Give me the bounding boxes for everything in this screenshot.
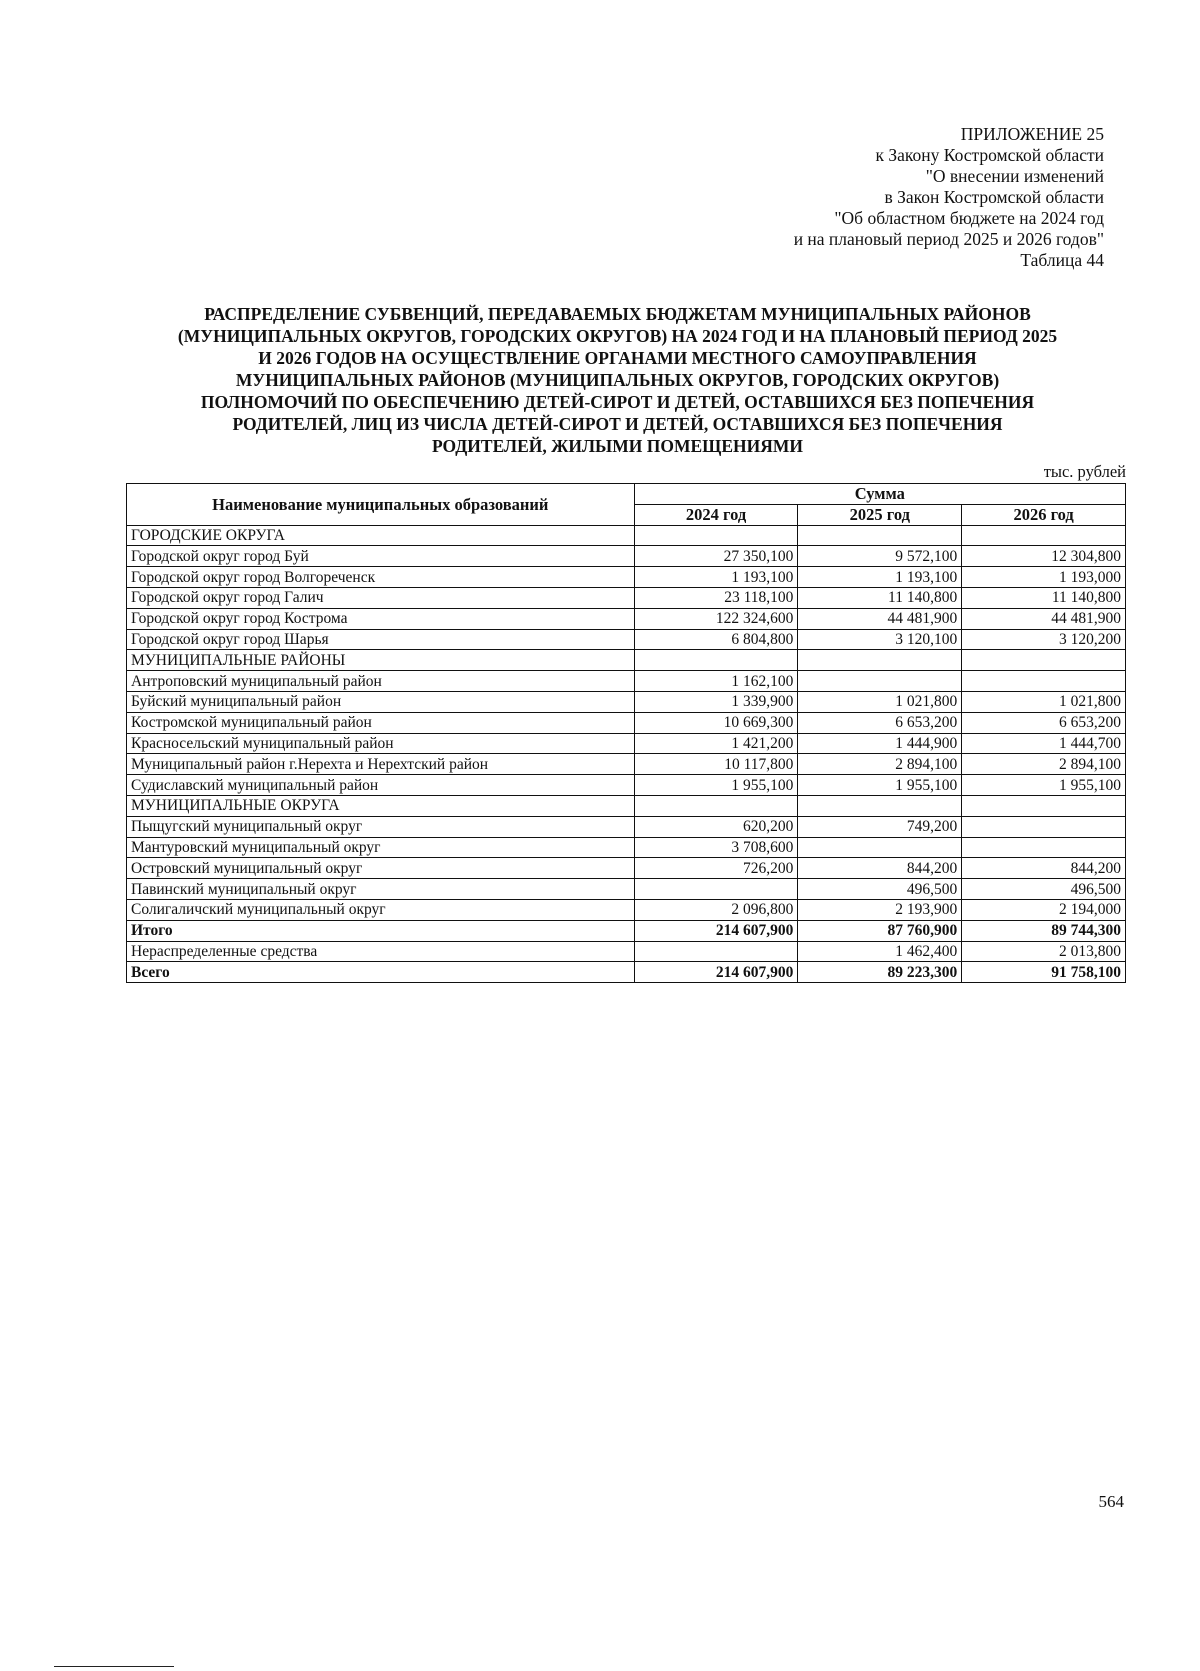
table-row	[127, 671, 1126, 692]
value-cell-2026: 844,200	[962, 858, 1126, 879]
document-title	[110, 303, 1125, 457]
value-cell-2025	[798, 671, 962, 692]
title-line: И 2026 ГОДОВ НА ОСУЩЕСТВЛЕНИЕ ОРГАНАМИ МЕСТНОГО САМОУПРАВЛЕНИЯ	[258, 348, 977, 368]
row-name-cell: Городской округ город Буй	[127, 546, 635, 567]
value-cell-2025: 496,500	[798, 879, 962, 900]
value-cell-2024	[634, 525, 798, 546]
table-row	[127, 775, 1126, 796]
title-line: РОДИТЕЛЕЙ, ЛИЦ ИЗ ЧИСЛА ДЕТЕЙ-СИРОТ И ДЕТЕЙ, ОСТАВШИХСЯ БЕЗ ПОПЕЧЕНИЯ	[232, 414, 1003, 434]
title-line: РАСПРЕДЕЛЕНИЕ СУБВЕНЦИЙ, ПЕРЕДАВАЕМЫХ БЮДЖЕТАМ МУНИЦИПАЛЬНЫХ РАЙОНОВ	[204, 304, 1031, 324]
table-row	[127, 567, 1126, 588]
value-cell-2026	[962, 816, 1126, 837]
value-cell-2025: 1 021,800	[798, 691, 962, 712]
value-cell-2026: 1 193,000	[962, 567, 1126, 588]
value-cell-2026: 12 304,800	[962, 546, 1126, 567]
value-cell-2024	[634, 941, 798, 962]
value-cell-2024	[634, 650, 798, 671]
column-header-2024: 2024 год	[634, 504, 798, 525]
value-cell-2024: 1 339,900	[634, 691, 798, 712]
table-row	[127, 941, 1126, 962]
table-row	[127, 816, 1126, 837]
row-name-cell: Городской округ город Галич	[127, 587, 635, 608]
value-cell-2026: 1 021,800	[962, 691, 1126, 712]
value-cell-2024: 1 162,100	[634, 671, 798, 692]
table-row	[127, 546, 1126, 567]
row-name-cell: Итого	[127, 920, 635, 941]
units-label: тыс. рублей	[1043, 462, 1126, 481]
value-cell-2024: 214 607,900	[634, 920, 798, 941]
value-cell-2026: 44 481,900	[962, 608, 1126, 629]
title-line: МУНИЦИПАЛЬНЫХ РАЙОНОВ (МУНИЦИПАЛЬНЫХ ОКРУГОВ, ГОРОДСКИХ ОКРУГОВ)	[235, 370, 1000, 390]
value-cell-2024	[634, 795, 798, 816]
appendix-header	[794, 124, 1104, 271]
value-cell-2024: 1 955,100	[634, 775, 798, 796]
row-name-cell: ГОРОДСКИЕ ОКРУГА	[127, 525, 635, 546]
value-cell-2025: 9 572,100	[798, 546, 962, 567]
value-cell-2025	[798, 795, 962, 816]
table-row	[127, 754, 1126, 775]
value-cell-2025: 3 120,100	[798, 629, 962, 650]
appendix-line: "Об областном бюджете на 2024 год	[834, 208, 1104, 228]
value-cell-2026: 6 653,200	[962, 712, 1126, 733]
row-name-cell: Городской округ город Шарья	[127, 629, 635, 650]
table-row	[127, 712, 1126, 733]
value-cell-2024: 27 350,100	[634, 546, 798, 567]
table-row	[127, 733, 1126, 754]
value-cell-2026	[962, 650, 1126, 671]
value-cell-2025: 2 193,900	[798, 899, 962, 920]
value-cell-2026: 91 758,100	[962, 962, 1126, 983]
value-cell-2025	[798, 650, 962, 671]
column-header-sum: Сумма	[634, 484, 1125, 505]
value-cell-2026	[962, 525, 1126, 546]
column-header-2026: 2026 год	[962, 504, 1126, 525]
row-name-cell: МУНИЦИПАЛЬНЫЕ РАЙОНЫ	[127, 650, 635, 671]
title-line: РОДИТЕЛЕЙ, ЖИЛЫМИ ПОМЕЩЕНИЯМИ	[431, 436, 804, 456]
value-cell-2026: 2 013,800	[962, 941, 1126, 962]
value-cell-2025: 11 140,800	[798, 587, 962, 608]
value-cell-2024: 1 421,200	[634, 733, 798, 754]
value-cell-2025: 1 462,400	[798, 941, 962, 962]
appendix-line: и на плановый период 2025 и 2026 годов"	[793, 229, 1104, 249]
footnote-rule	[54, 1666, 174, 1667]
row-name-cell: Городской округ город Кострома	[127, 608, 635, 629]
appendix-line: ПРИЛОЖЕНИЕ 25	[960, 124, 1104, 144]
row-name-cell: Всего	[127, 962, 635, 983]
row-name-cell: Городской округ город Волгореченск	[127, 567, 635, 588]
table-row	[127, 650, 1126, 671]
row-name-cell: Нераспределенные средства	[127, 941, 635, 962]
value-cell-2025: 89 223,300	[798, 962, 962, 983]
row-name-cell: Буйский муниципальный район	[127, 691, 635, 712]
value-cell-2026: 496,500	[962, 879, 1126, 900]
row-name-cell: Антроповский муниципальный район	[127, 671, 635, 692]
column-header-name: Наименование муниципальных образований	[127, 484, 635, 526]
row-name-cell: Мантуровский муниципальный округ	[127, 837, 635, 858]
appendix-line: к Закону Костромской области	[875, 145, 1104, 165]
value-cell-2024: 23 118,100	[634, 587, 798, 608]
value-cell-2025: 1 193,100	[798, 567, 962, 588]
value-cell-2025: 2 894,100	[798, 754, 962, 775]
value-cell-2026: 1 444,700	[962, 733, 1126, 754]
value-cell-2026	[962, 795, 1126, 816]
value-cell-2026: 11 140,800	[962, 587, 1126, 608]
value-cell-2026: 89 744,300	[962, 920, 1126, 941]
value-cell-2024: 3 708,600	[634, 837, 798, 858]
table-row	[127, 795, 1126, 816]
table-row	[127, 608, 1126, 629]
appendix-line: Таблица 44	[1020, 250, 1104, 270]
row-name-cell: МУНИЦИПАЛЬНЫЕ ОКРУГА	[127, 795, 635, 816]
table-row	[127, 587, 1126, 608]
value-cell-2024: 2 096,800	[634, 899, 798, 920]
title-line: (МУНИЦИПАЛЬНЫХ ОКРУГОВ, ГОРОДСКИХ ОКРУГОВ) НА 2024 ГОД И НА ПЛАНОВЫЙ ПЕРИОД 2025	[177, 326, 1058, 346]
row-name-cell: Судиславский муниципальный район	[127, 775, 635, 796]
page-number: 564	[1098, 1492, 1124, 1511]
table-row	[127, 858, 1126, 879]
value-cell-2026: 2 894,100	[962, 754, 1126, 775]
row-name-cell: Солигаличский муниципальный округ	[127, 899, 635, 920]
table-row	[127, 920, 1126, 941]
appendix-line: в Закон Костромской области	[884, 187, 1104, 207]
row-name-cell: Островский муниципальный округ	[127, 858, 635, 879]
value-cell-2026: 3 120,200	[962, 629, 1126, 650]
table-row	[127, 962, 1126, 983]
row-name-cell: Красносельский муниципальный район	[127, 733, 635, 754]
subventions-table	[126, 483, 1126, 983]
table-row	[127, 691, 1126, 712]
title-line: ПОЛНОМОЧИЙ ПО ОБЕСПЕЧЕНИЮ ДЕТЕЙ-СИРОТ И ДЕТЕЙ, ОСТАВШИХСЯ БЕЗ ПОПЕЧЕНИЯ	[200, 392, 1035, 412]
value-cell-2024: 214 607,900	[634, 962, 798, 983]
value-cell-2024: 620,200	[634, 816, 798, 837]
value-cell-2025: 44 481,900	[798, 608, 962, 629]
value-cell-2025	[798, 837, 962, 858]
table-row	[127, 899, 1126, 920]
value-cell-2025: 6 653,200	[798, 712, 962, 733]
row-name-cell: Пыщугский муниципальный округ	[127, 816, 635, 837]
value-cell-2024: 10 117,800	[634, 754, 798, 775]
table-row	[127, 525, 1126, 546]
value-cell-2024: 122 324,600	[634, 608, 798, 629]
value-cell-2026	[962, 671, 1126, 692]
value-cell-2025	[798, 525, 962, 546]
appendix-line: "О внесении изменений	[925, 166, 1104, 186]
value-cell-2024: 1 193,100	[634, 567, 798, 588]
row-name-cell: Костромской муниципальный район	[127, 712, 635, 733]
value-cell-2025: 1 444,900	[798, 733, 962, 754]
value-cell-2025: 1 955,100	[798, 775, 962, 796]
value-cell-2025: 87 760,900	[798, 920, 962, 941]
table-row	[127, 879, 1126, 900]
row-name-cell: Муниципальный район г.Нерехта и Нерехтский район	[127, 754, 635, 775]
table-row	[127, 629, 1126, 650]
table-row	[127, 837, 1126, 858]
value-cell-2024: 6 804,800	[634, 629, 798, 650]
value-cell-2025: 844,200	[798, 858, 962, 879]
value-cell-2024: 726,200	[634, 858, 798, 879]
value-cell-2024: 10 669,300	[634, 712, 798, 733]
value-cell-2026	[962, 837, 1126, 858]
value-cell-2025: 749,200	[798, 816, 962, 837]
value-cell-2026: 2 194,000	[962, 899, 1126, 920]
value-cell-2024	[634, 879, 798, 900]
column-header-2025: 2025 год	[798, 504, 962, 525]
row-name-cell: Павинский муниципальный округ	[127, 879, 635, 900]
value-cell-2026: 1 955,100	[962, 775, 1126, 796]
